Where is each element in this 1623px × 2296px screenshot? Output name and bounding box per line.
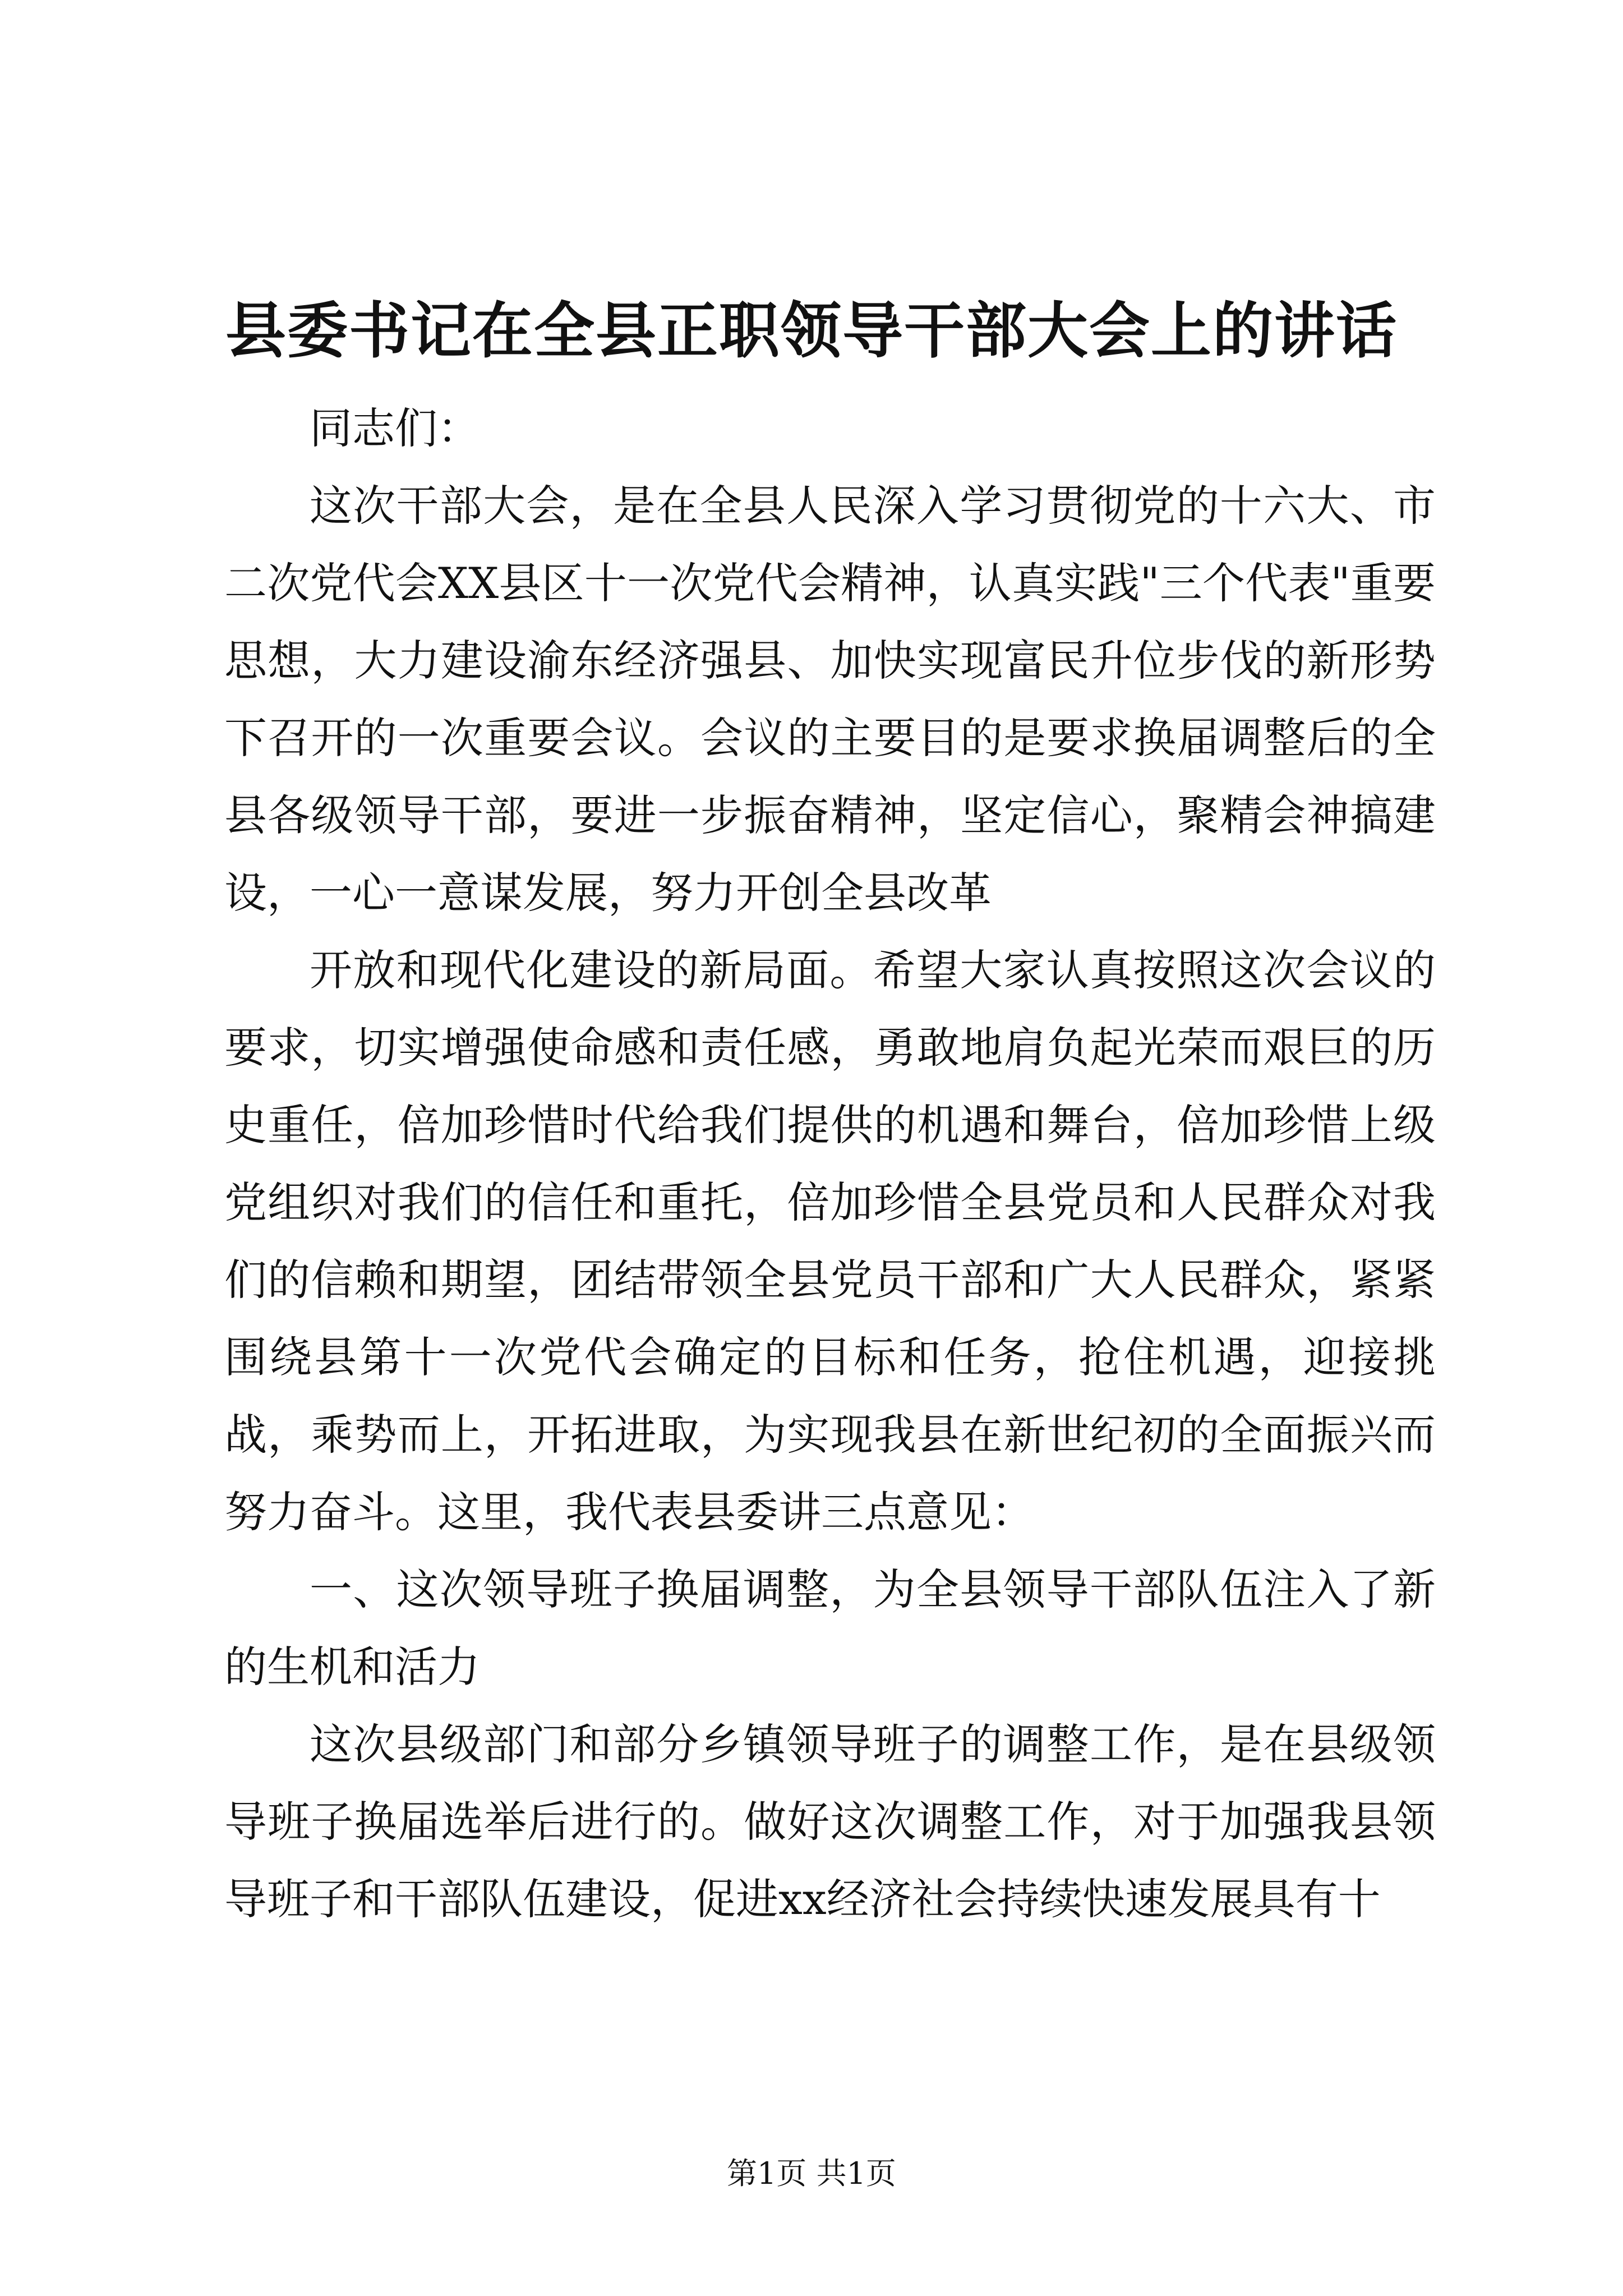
- document-body: [224, 390, 1436, 1938]
- document-title: 县委书记在全县正职领导干部大会上的讲话: [225, 296, 1398, 366]
- page-footer: 第1页 共1页: [727, 2156, 896, 2191]
- salutation: 同志们：: [310, 403, 480, 453]
- paragraph-2: 开放和现代化建设的新局面。希望大家认真按照这次会议的要求，切实增强使命感和责任感，勇敢地肩负起光荣而艰巨的历史重任，倍加珍惜时代给我们提供的机遇和舞台，倍加珍惜上级党组织对我们的信任和重托，倍加珍惜全县党员和人民群众对我们的信赖和期望，团结带领全县党员干部和广大人民群众，紧紧围绕县第十一次党代会确定的目标和任务，抢住机遇，迎接挑战，乘势而上，开拓进取，为实现我县在新世纪初的全面振兴而努力奋斗。这里，我代表县委讲三点意见：: [224, 945, 1436, 1537]
- paragraph-3: 这次县级部门和部分乡镇领导班子的调整工作，是在县级领导班子换届选举后进行的。做好这次调整工作，对于加强我县领导班子和干部队伍建设，促进xx经济社会持续快速发展具有十: [224, 1719, 1436, 1924]
- section-heading-1: 一、这次领导班子换届调整，为全县领导干部队伍注入了新的生机和活力: [224, 1565, 1436, 1692]
- paragraph-1: 这次干部大会，是在全县人民深入学习贯彻党的十六大、市二次党代会XX县区十一次党代会精神，认真实践"三个代表"重要思想，大力建设渝东经济强县、加快实现富民升位步伐的新形势下召开的一次重要会议。会议的主要目的是要求换届调整后的全县各级领导干部，要进一步振奋精神，坚定信心，聚精会神搞建设，一心一意谋发展，努力开创全县改革: [224, 481, 1436, 918]
